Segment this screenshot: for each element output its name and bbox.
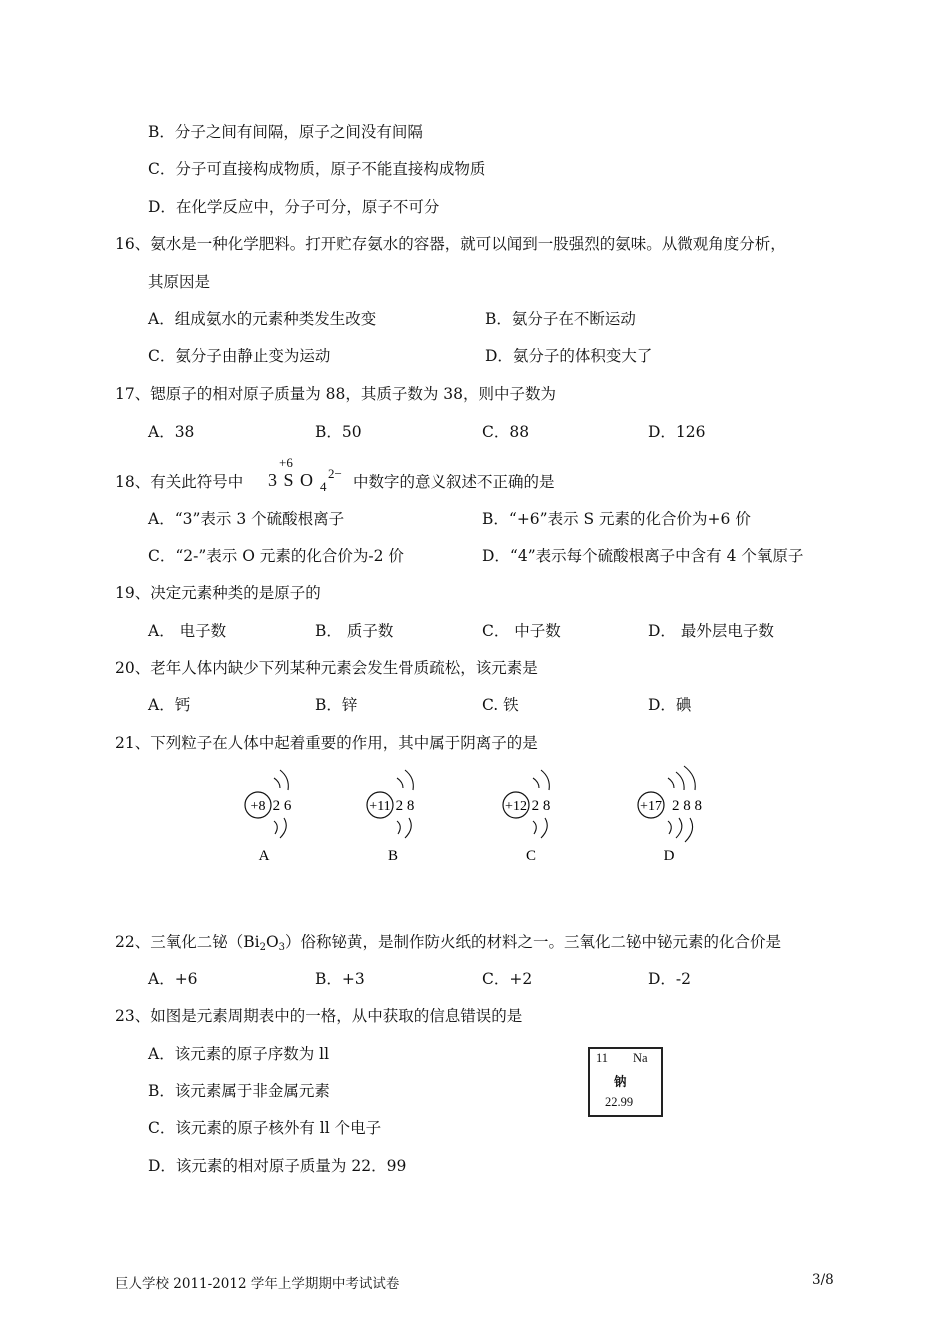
q18-symbol-main: 3 S O (268, 470, 315, 490)
q18-symbol-subscript: 4 (320, 479, 327, 494)
q20-option-a: A．钙 (148, 696, 191, 714)
atom-a-shells: 2 6 (272, 798, 292, 814)
q22-stem-prefix: 22、三氧化二铋（Bi (115, 933, 260, 951)
q18-option-d: D．“4”表示每个硫酸根离子中含有 4 个氧原子 (482, 547, 804, 565)
q19-option-c: C． 中子数 (482, 622, 561, 640)
q18-symbol-valence: +6 (279, 455, 293, 470)
q16-option-b: B．氨分子在不断运动 (485, 310, 636, 328)
atom-d-shells: 2 8 8 (672, 798, 702, 814)
q16-stem-line1: 16、氨水是一种化学肥料。打开贮存氨水的容器，就可以闻到一股强烈的氨味。从微观角度分析， (115, 235, 786, 253)
q18-option-a: A．“3”表示 3 个硫酸根离子 (148, 510, 345, 528)
q20-option-c: C. 铁 (482, 696, 519, 714)
q15-option-d: D．在化学反应中，分子可分，原子不可分 (148, 198, 440, 216)
q19-option-d: D． 最外层电子数 (648, 622, 774, 640)
footer-school-title: 巨人学校 2011-2012 学年上学期期中考试试卷 (115, 1276, 400, 1292)
q17-option-c: C．88 (482, 423, 530, 441)
q19-option-a: A． 电子数 (148, 622, 227, 640)
q22-subscript-bi: 2 (259, 942, 266, 953)
pt-atomic-mass: 22.99 (605, 1095, 634, 1109)
atom-b-label: B (387, 848, 399, 864)
atom-b-nucleus: +11 (369, 799, 391, 814)
q16-option-d: D．氨分子的体积变大了 (485, 347, 653, 365)
q21-stem: 21、下列粒子在人体中起着重要的作用，其中属于阴离子的是 (115, 734, 538, 752)
q22-oxygen: O (265, 933, 279, 951)
q15-option-c: C．分子可直接构成物质，原子不能直接构成物质 (148, 160, 486, 178)
q18-option-b: B．“+6”表示 S 元素的化合价为+6 价 (482, 510, 751, 528)
q18-symbol-charge: 2− (328, 466, 342, 481)
atom-diagram-a (245, 770, 292, 864)
q19-option-b: B． 质子数 (315, 622, 394, 640)
atom-d-nucleus: +17 (640, 799, 662, 814)
q23-stem: 23、如图是元素周期表中的一格，从中获取的信息错误的是 (115, 1007, 523, 1025)
atom-c-nucleus: +12 (505, 799, 527, 814)
q19-stem: 19、决定元素种类的是原子的 (115, 584, 321, 602)
q23-option-c: C．该元素的原子核外有 ll 个电子 (148, 1119, 382, 1137)
q23-option-b: B．该元素属于非金属元素 (148, 1082, 330, 1100)
q16-option-a: A．组成氨水的元素种类发生改变 (148, 310, 377, 328)
q22-option-b: B．+3 (315, 970, 365, 988)
footer-page-number: 3/8 (812, 1272, 834, 1288)
pt-element-symbol: Na (633, 1051, 648, 1065)
pt-atomic-number: 11 (596, 1051, 609, 1065)
q20-option-d: D．碘 (648, 696, 692, 714)
q23-option-d: D．该元素的相对原子质量为 22．99 (148, 1157, 407, 1175)
q15-option-b: B．分子之间有间隔，原子之间没有间隔 (148, 123, 423, 141)
atom-a-label: A (258, 848, 270, 864)
atom-diagram-d (638, 766, 702, 864)
q22-option-c: C．+2 (482, 970, 533, 988)
pt-element-name: 钠 (614, 1074, 627, 1089)
q17-option-d: D．126 (648, 423, 706, 441)
periodic-table-cell (588, 1047, 663, 1117)
q23-option-a: A．该元素的原子序数为 ll (148, 1045, 330, 1063)
atom-b-shells: 2 8 (395, 798, 415, 814)
atom-d-label: D (663, 848, 675, 864)
q16-stem-line2: 其原因是 (148, 273, 211, 291)
q18-option-c: C．“2-”表示 O 元素的化合价为-2 价 (148, 547, 404, 565)
q22-option-a: A．+6 (148, 970, 198, 988)
q22-stem (115, 932, 781, 958)
q17-stem: 17、锶原子的相对原子质量为 88，其质子数为 38，则中子数为 (115, 385, 557, 403)
q18-stem-suffix: 中数字的意义叙述不正确的是 (353, 473, 555, 491)
q22-stem-suffix: ）俗称铋黄，是制作防火纸的材料之一。三氧化二铋中铋元素的化合价是 (285, 933, 782, 951)
q22-subscript-o: 3 (278, 942, 286, 953)
atom-c-label: C (525, 848, 537, 864)
atom-diagram-c (503, 770, 550, 864)
q20-stem: 20、老年人体内缺少下列某种元素会发生骨质疏松，该元素是 (115, 659, 538, 677)
q20-option-b: B．锌 (315, 696, 358, 714)
atom-a-nucleus: +8 (250, 799, 266, 814)
q18-stem-prefix: 18、有关此符号中 (115, 473, 244, 491)
q22-option-d: D．-2 (648, 970, 692, 988)
q17-option-b: B．50 (315, 423, 362, 441)
atom-c-shells: 2 8 (531, 798, 551, 814)
atom-diagram-b (367, 770, 414, 864)
q16-option-c: C．氨分子由静止变为运动 (148, 347, 331, 365)
q17-option-a: A．38 (148, 423, 195, 441)
